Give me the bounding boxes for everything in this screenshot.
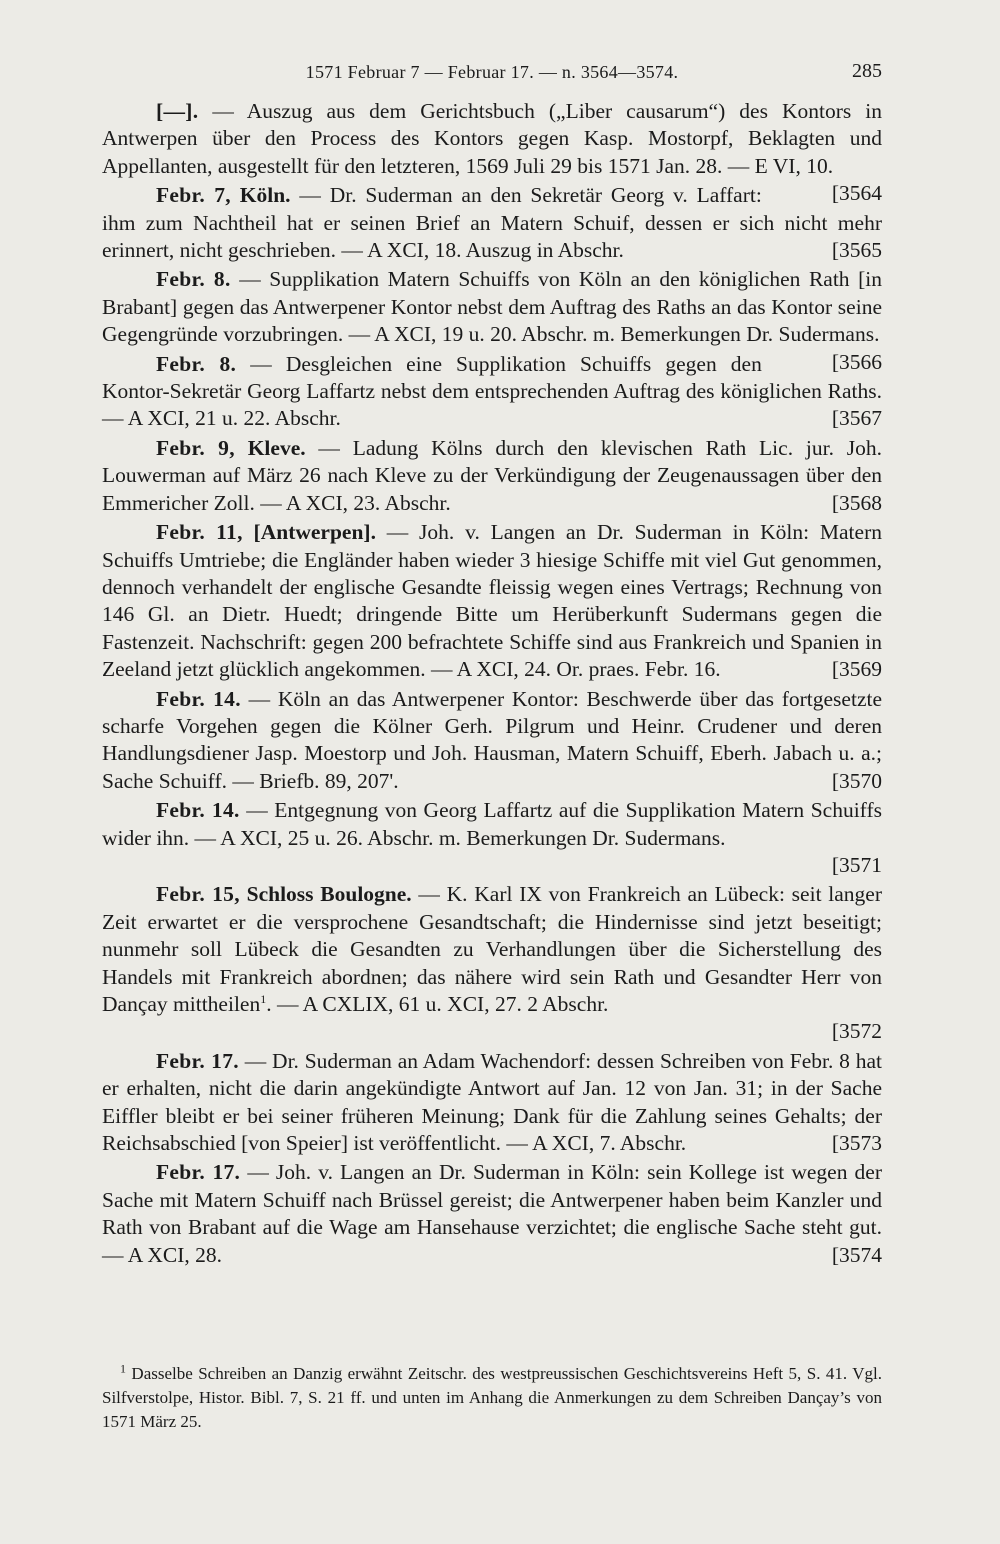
regest-entry-3571: [102, 797, 882, 879]
entry-number: [3564: [831, 181, 882, 206]
entry-number: [3570: [831, 768, 882, 793]
entry-date: Febr. 14.: [156, 798, 240, 823]
page-number: 285: [852, 60, 882, 82]
regest-entry-3570: [102, 686, 882, 796]
entry-date: Febr. 14.: [156, 686, 241, 711]
footnotes: [102, 1362, 882, 1434]
entry-text: — K. Karl IX von Frankreich an Lübeck: seit langer Zeit erwartet er die versprochene Gesandtschaft; die Hindernisse sind jetzt beseitigt; nunmehr soll Lübeck die Gesandten zu Verhandlungen über die Sicherstellung des Handels mit Frankreich abordnen; das nähere wird sein Rath und Gesandter Herr von Dançay mittheilen: [102, 882, 882, 1016]
entry-place: Köln.: [230, 183, 291, 208]
regest-entry-3565: [102, 182, 882, 264]
entry-text: — Entgegnung von Georg Laffartz auf die Supplikation Matern Schuiffs wider ihn. — A XCI, 25 u. 26. Abschr. m. Bemerkungen Dr. Sudermans.: [102, 798, 882, 850]
regest-entry-3573: [102, 1048, 882, 1158]
regest-entry-3567: [102, 351, 882, 433]
entry-date: Febr. 17.: [156, 1160, 241, 1185]
entry-text: — Dr. Suderman an den Sekretär Georg v. Laffart: ihm zum Nachtheil hat er seinen Brief an Matern Schuif, dessen er sich nicht mehr erinnert, nicht geschrieben. — A XCI, 18. Auszug in Abschr.: [102, 183, 882, 263]
entry-number: [3572: [831, 1019, 882, 1044]
entry-number: [3566: [831, 349, 882, 374]
entry-number: [3574: [831, 1242, 882, 1267]
footnote-1: [102, 1362, 882, 1434]
regest-entry-3572: [102, 881, 882, 1045]
footnote-marker: 1: [260, 991, 267, 1006]
entry-number: [3565: [831, 238, 882, 263]
regesta-list: [102, 98, 882, 1271]
entry-text: — Desgleichen eine Supplikation Schuiffs gegen den Kontor-Sekretär Georg Laffartz nebst dem entsprechenden Auftrag des königlichen Raths. — A XCI, 21 u. 22. Abschr.: [102, 351, 882, 431]
entry-date: Febr. 8.: [156, 267, 231, 292]
entry-number: [3567: [831, 406, 882, 431]
entry-place: Kleve.: [234, 435, 306, 460]
entry-number: [3573: [831, 1131, 882, 1156]
regest-entry-3574: [102, 1159, 882, 1269]
entry-date: [—].: [156, 99, 199, 123]
entry-date: Febr. 8.: [156, 351, 237, 376]
entry-text: — Joh. v. Langen an Dr. Suderman in Köln: sein Kollege ist wegen der Sache mit Matern Schuiff nach Brüssel gereist; die Antwerpener haben beim Kanzler und Rath von Brabant auf die Wage am Hansehause verzichtet; die englische Sache steht gut. — A XCI, 28.: [102, 1160, 882, 1267]
entry-text: — Ladung Kölns durch den klevischen Rath Lic. jur. Joh. Louwerman auf März 26 nach Kleve zu der Verkündigung der Zeugenaussagen über den Emmericher Zoll. — A XCI, 23. Abschr.: [102, 435, 882, 515]
regest-entry-3569: [102, 519, 882, 683]
regest-entry-3566: [102, 266, 882, 374]
entry-date: Febr. 9,: [156, 435, 235, 460]
entry-text: — Köln an das Antwerpener Kontor: Beschwerde über das fortgesetzte scharfe Vorgehen gegen die Kölner Gerh. Pilgrum und Heinr. Crudener und deren Handlungsdiener Jasp. Moestorp und Joh. Hausman, Matern Schuiff, Eberh. Jabach u. a.; Sache Schuiff. — Briefb. 89, 207'.: [102, 686, 882, 793]
entry-text-after: . — A CXLIX, 61 u. XCI, 27. 2 Abschr.: [266, 992, 609, 1016]
entry-date: Febr. 15,: [156, 882, 240, 907]
entry-date: Febr. 7,: [156, 183, 231, 208]
entry-text: — Auszug aus dem Gerichtsbuch („Liber causarum“) des Kontors in Antwerpen über den Process des Kontors gegen Kasp. Mostorpf, Beklagten und Appellanten, ausgestellt für den letzteren, 1569 Juli 29 bis 1571 Jan. 28. — E VI, 10.: [102, 99, 882, 178]
entry-date: Febr. 17.: [156, 1048, 239, 1073]
entry-text: — Joh. v. Langen an Dr. Suderman in Köln: Matern Schuiffs Umtriebe; die Engländer haben wieder 3 hiesige Schiffe mit viel Gut genommen, dennoch verhandelt der englische Gesandte fleissig wegen eines Vertrags; Rechnung von 146 Gl. an Dietr. Huedt; dringende Bitte um Herüberkunft Sudermans gegen die Fastenzeit. Nachschrift: gegen 200 befrachtete Schiffe sind aus Frankreich und Spanien in Zeeland jetzt glücklich angekommen. — A XCI, 24. Or. praes. Febr. 16.: [102, 520, 882, 682]
footnote-marker: 1: [120, 1361, 126, 1376]
entry-number: [3568: [831, 490, 882, 515]
regest-entry-3568: [102, 435, 882, 517]
entry-text: — Dr. Suderman an Adam Wachendorf: dessen Schreiben von Febr. 8 hat er erhalten, nicht die darin angekündigte Antwort auf Jan. 12 von Jan. 31; in der Sache Eiffler bleibt er bei seiner früheren Meinung; Dank für die Zahlung seines Gehalts; der Reichsabschied [von Speier] ist veröffentlicht. — A XCI, 7. Abschr.: [102, 1048, 882, 1156]
running-header: [102, 58, 882, 88]
entry-place: Schloss Boulogne.: [239, 882, 412, 907]
entry-place: [Antwerpen].: [242, 520, 376, 545]
entry-text: — Supplikation Matern Schuiffs von Köln an den königlichen Rath [in Brabant] gegen das Antwerpener Kontor nebst dem Auftrag des Raths an das Kontor seine Gegengründe vorzubringen. — A XCI, 19 u. 20. Abschr. m. Bemerkungen Dr. Sudermans.: [102, 267, 882, 347]
footnote-text: Dasselbe Schreiben an Danzig erwähnt Zeitschr. des westpreussischen Geschichtsvereins Heft 5, S. 41. Vgl. Silfverstolpe, Histor. Bibl. 7, S. 21 ff. und unten im Anhang die Anmerkungen zu dem Schreiben Dançay’s von 1571 März 25.: [102, 1364, 882, 1431]
running-title: 1571 Februar 7 — Februar 17. — n. 3564—3574.: [305, 62, 679, 82]
entry-number: [3569: [831, 657, 882, 682]
entry-date: Febr. 11,: [156, 520, 243, 545]
entry-number: [3571: [831, 852, 882, 877]
